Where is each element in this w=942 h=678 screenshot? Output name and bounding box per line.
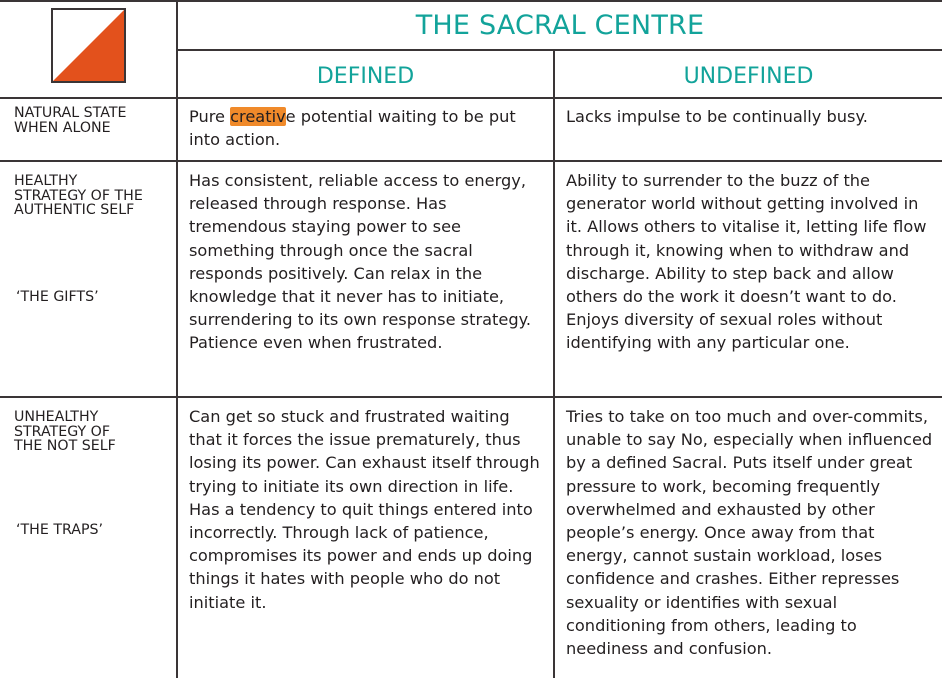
table-title: THE SACRAL CENTRE (415, 9, 705, 41)
row-label-healthy-strategy (14, 174, 174, 218)
row-label-line: THE NOT SELF (14, 438, 116, 454)
row-label-line: NATURAL STATE (14, 105, 127, 121)
cell-defined-unhealthy: Can get so stuck and frustrated waiting that it forces the issue prematurely, thus losing its power. Can exhaust itself through trying to initiate its own direction in life. Has a tendency to quit things entered into incorrectly. Through lack of patience, compromises its power and ends up doing things it hates with people who do not initiate it. (189, 407, 540, 612)
row-sublabel-gifts: ‘THE GIFTS’ (16, 289, 99, 305)
highlighted-word: creativ (230, 107, 286, 126)
row-label-line: STRATEGY OF THE (14, 187, 143, 204)
row-label-natural-state (14, 106, 174, 135)
row-label-line: UNHEALTHY (14, 409, 99, 425)
row-label-line: STRATEGY OF (14, 423, 110, 440)
row-label-line: AUTHENTIC SELF (14, 202, 135, 218)
text-run: Pure (189, 107, 231, 126)
row-label-line: HEALTHY (14, 173, 78, 189)
cell-undefined-healthy: Ability to surrender to the buzz of the generator world without getting involved in it. Allows others to vitalise it, letting life flow through it, knowing when to withdraw and discharge. Ability to step back and allow others do the work it doesn’t want to do. Enjoys diversity of sexual roles without identifying with any particular one. (566, 171, 927, 353)
cell-defined-natural-state (178, 105, 553, 151)
triangle-icon (53, 10, 124, 81)
column-header-defined: DEFINED (316, 63, 415, 89)
orange-triangle-square-icon (51, 8, 126, 83)
row-label-line: WHEN ALONE (14, 119, 111, 136)
row-label-unhealthy-strategy (14, 410, 174, 454)
cell-undefined-natural-state: Lacks impulse to be continually busy. (566, 107, 868, 126)
grid-line (0, 396, 942, 398)
row-sublabel-traps: ‘THE TRAPS’ (16, 522, 104, 538)
column-header-undefined: UNDEFINED (683, 63, 814, 89)
cell-defined-healthy: Has consistent, reliable access to energy, released through response. Has tremendous staying power to see something through once the sacral responds positively. Can relax in the knowledge that it never has to initiate, surrendering to its own response strategy. Patience even when frustrated. (189, 171, 532, 353)
text-run: e potential waiting to be put into action. (189, 107, 516, 150)
cell-undefined-unhealthy: Tries to take on too much and over-commits, unable to say No, especially when influenced by a defined Sacral. Puts itself under great pressure to work, becoming frequently overwhelmed and exhausted by other people’s energy. Once away from that energy, cannot sustain workload, loses confidence and crashes. Either represses sexuality or identifies with sexual conditioning from others, leading to neediness and confusion. (566, 407, 933, 659)
grid-line (0, 160, 942, 162)
